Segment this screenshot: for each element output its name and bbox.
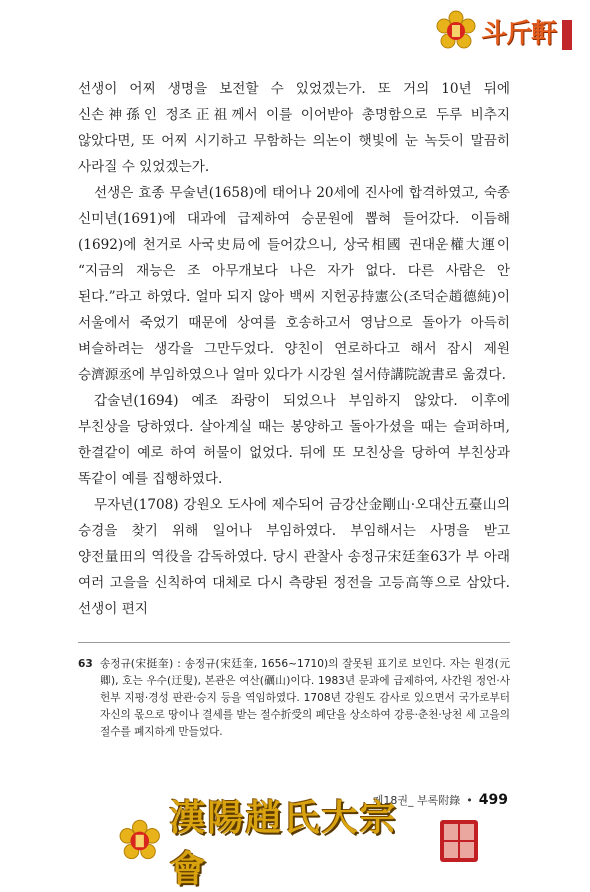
page-number: 499	[478, 792, 508, 808]
header-title: 斗斤軒	[480, 18, 556, 49]
banner-emblem-icon	[118, 819, 161, 863]
footnote-divider	[78, 642, 510, 643]
paragraph-3: 갑술년(1694) 예조 좌랑이 되었으나 부임하지 않았다. 이후에 부친상을 당하였다. 살아계실 때는 봉양하고 돌아가셨을 때는 슬퍼하며, 한결같이 예로 하여 허물이 없었다. 뒤에 또 모친상을 당하여 부친상과 똑같이 예를 집행하였다.	[78, 393, 510, 487]
footer-separator: •	[466, 793, 473, 807]
header-logo	[435, 10, 572, 52]
paragraph-4: 무자년(1708) 강원오 도사에 제수되어 금강산金剛山·오대산五臺山의 승경을 찾기 위해 일어나 부임하였다. 부임해서는 사명을 받고 양전量田의 역役을 감독하였다. 당시 관찰사 송정규宋廷奎63가 부 아래 여러 고을을 신칙하여 대체로 다시 측량된 정전을 고등高等으로 삼았다. 선생이 편지	[78, 497, 510, 617]
header-seal-icon	[562, 20, 572, 50]
footnote	[78, 656, 510, 741]
running-footer-label: 제18권_ 부록附錄	[372, 794, 461, 807]
footnote-number: 63	[78, 658, 93, 670]
banner-seal-icon	[440, 820, 478, 862]
body-text	[78, 76, 510, 622]
clan-emblem-icon	[435, 10, 477, 52]
footnote-text: 송정규(宋挺奎) : 송정규(宋廷奎, 1656~1710)의 잘못된 표기로 보인다. 자는 원경(元卿), 호는 우수(迂叟), 본관은 여산(礪山)이다. 1983년 문과에 급제하여, 사간원 정언·사헌부 지평·경성 판관·승지 등을 역임하였다. 1708년 강원도 감사로 있으면서 국가로부터 자신의 몫으로 땅이나 결세를 받는 절수折受의 폐단을 상소하여 강릉·춘천·낭천 세 고을의 절수를 폐지하게 만들었다.	[100, 658, 510, 738]
paragraph-1: 선생이 어찌 생명을 보전할 수 있었겠는가. 또 거의 10년 뒤에 신손神孫인 정조正祖께서 이를 이어받아 총명함으로 두루 비추지 않았다면, 또 어찌 시기하고 무함하는 의논이 햇빛에 눈 녹듯이 말끔히 사라질 수 있었겠는가.	[78, 81, 510, 175]
banner-title: 漢陽趙氏大宗會	[169, 797, 398, 890]
paragraph-2: 선생은 효종 무술년(1658)에 태어나 20세에 진사에 합격하였고, 숙종 신미년(1691)에 대과에 급제하여 승문원에 뽑혀 들어갔다. 이듬해(1692)에 천거로 사국史局에 들어갔으니, 상국相國 권대운權大運이 “지금의 재능은 조 아무개보다 나은 자가 없다. 다른 사람은 안 된다.”라고 하였다. 얼마 되지 않아 백씨 지헌공持憲公(조덕순趙德純)이 서울에서 죽었기 때문에 상여를 호송하고서 영남으로 돌아가 아득히 벼슬하려는 생각을 그만두었다. 양친이 연로하다고 해서 잠시 제원 승濟源丞에 부임하였으나 얼마 있다가 시강원 설서侍講院說書로 옮겼다.	[78, 185, 510, 383]
